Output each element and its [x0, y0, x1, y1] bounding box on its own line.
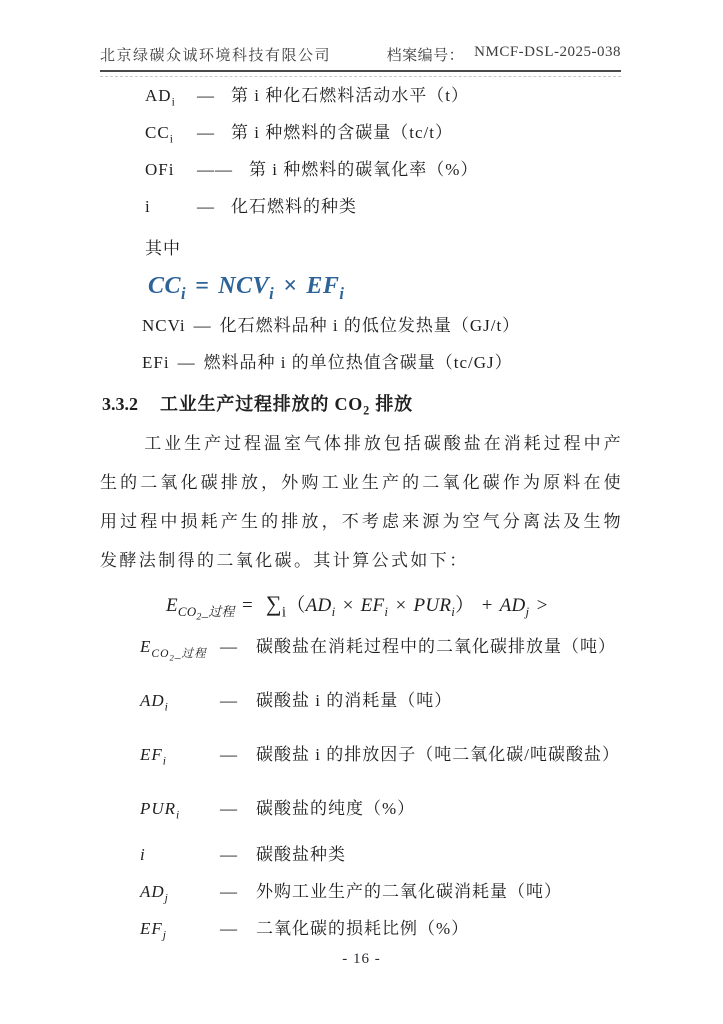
archive-label: 档案编号： — [386, 48, 465, 64]
sigma-symbol: $\sum_i$ — [265, 591, 287, 621]
definition-term: OFi — [145, 160, 175, 179]
definition-term: EFi — [142, 353, 170, 372]
section-heading — [102, 390, 623, 416]
multiply-sign: × — [283, 273, 298, 299]
definition-term: $AD_i$ — [140, 691, 169, 714]
definition-row-i-type — [140, 845, 623, 865]
page-number: - 16 - — [342, 951, 381, 967]
header-rule-faint — [100, 76, 621, 77]
definition-dash: —— — [197, 160, 233, 179]
definition-dash: — — [220, 845, 238, 865]
definition-term: i — [145, 197, 151, 216]
definition-row-adi — [145, 86, 623, 109]
formula-lhs-e: $E_{CO_2\_过程}$ — [166, 595, 235, 623]
definition-dash: — — [177, 353, 196, 372]
equals-sign: = — [240, 595, 254, 616]
multiply-sign: × — [394, 595, 408, 616]
definition-desc: 第 i 种燃料的碳氧化率（%） — [249, 160, 479, 179]
equals-sign: = — [195, 273, 210, 299]
open-paren: （ — [286, 595, 306, 616]
definition-desc: 二氧化碳的损耗比例（%） — [256, 919, 470, 939]
definition-dash: — — [220, 637, 238, 657]
archive-number-block — [387, 44, 621, 65]
definition-desc: 化石燃料品种 i 的低位发热量（GJ/t） — [219, 316, 521, 335]
definition-dash: — — [220, 745, 238, 765]
section-title: 工业生产过程排放的 $CO_2$ 排放 — [160, 394, 413, 418]
definition-desc: 燃料品种 i 的单位热值含碳量（tc/GJ） — [203, 353, 513, 372]
definition-desc: 第 i 种化石燃料活动水平（t） — [231, 86, 469, 105]
definition-row-ad-i — [140, 691, 623, 714]
definition-desc: 碳酸盐的纯度（%） — [256, 799, 416, 819]
definition-row-i — [145, 197, 623, 217]
definition-term: $CC_i$ — [145, 123, 174, 146]
definition-term: $EF_i$ — [140, 745, 167, 768]
definition-term: NCVi — [142, 316, 186, 335]
formula-term-ef: $EF_i$ — [306, 273, 345, 303]
definition-dash: — — [197, 123, 215, 142]
definition-desc: 外购工业生产的二氧化碳消耗量（吨） — [256, 882, 562, 902]
company-name: 北京绿碳众诚环境科技有限公司 — [100, 48, 332, 64]
definition-desc: 碳酸盐 i 的排放因子（吨二氧化碳/吨碳酸盐） — [256, 745, 620, 765]
definition-dash: — — [193, 316, 212, 335]
plus-sign: + — [480, 595, 494, 616]
definition-term: $AD_i$ — [145, 86, 176, 109]
close-paren: ） — [455, 595, 475, 616]
definition-row-ad-j — [140, 882, 623, 905]
definition-desc: 碳酸盐种类 — [256, 845, 346, 865]
definition-row-efi — [142, 353, 623, 373]
term-ad-i: $AD_i$ — [305, 595, 336, 619]
definition-row-cci — [145, 123, 623, 146]
definition-term: $PUR_i$ — [140, 799, 181, 822]
definition-term: $EF_j$ — [140, 919, 167, 942]
among-label: 其中 — [145, 239, 181, 258]
definition-row-ef-i — [140, 745, 623, 768]
definition-dash: — — [220, 691, 238, 711]
definition-desc: 碳酸盐在消耗过程中的二氧化碳排放量（吨） — [256, 637, 616, 657]
formula-cc-equals-ncv-times-ef — [148, 273, 623, 303]
formula-term-ncv: $NCV_i$ — [218, 273, 275, 303]
definition-dash: — — [220, 882, 238, 902]
formula-process-emission — [166, 590, 623, 623]
definition-desc: 碳酸盐 i 的消耗量（吨） — [256, 691, 453, 711]
definition-term: i — [140, 845, 146, 865]
term-ef-i: $EF_i$ — [360, 595, 389, 619]
definition-desc: 化石燃料的种类 — [231, 197, 357, 216]
term-pur-i: $PUR_i$ — [413, 595, 456, 619]
formula-lhs: $CC_i$ — [148, 273, 187, 303]
definition-term: $E_{CO_2\_过程}$ — [140, 637, 207, 663]
definition-row-ncvi — [142, 316, 623, 336]
header-rule — [100, 70, 621, 72]
definition-desc: 第 i 种燃料的含碳量（tc/t） — [231, 123, 453, 142]
body-paragraph: 工业生产过程温室气体排放包括碳酸盐在消耗过程中产生的二氧化碳排放，外购工业生产的二氧化碳作为原料在使用过程中损耗产生的排放，不考虑来源为空气分离法及生物发酵法制得的二氧化碳。其计算公式如下： — [100, 434, 623, 570]
section-number: 3.3.2 — [102, 394, 138, 414]
definition-row-ef-j — [140, 919, 623, 942]
definition-term: $AD_j$ — [140, 882, 169, 905]
clipped-multiply-sign: > — [535, 595, 549, 616]
archive-number: NMCF-DSL-2025-038 — [474, 44, 621, 60]
definition-dash: — — [220, 799, 238, 819]
page-header — [100, 44, 621, 77]
definition-row-e-process — [140, 637, 623, 663]
term-ad-j: $AD_j$ — [499, 595, 530, 619]
definition-row-ofi — [145, 160, 623, 180]
definition-row-pur-i — [140, 799, 623, 822]
definition-dash: — — [197, 86, 215, 105]
definition-dash: — — [197, 197, 215, 216]
multiply-sign: × — [341, 595, 355, 616]
definition-dash: — — [220, 919, 238, 939]
page-content — [100, 86, 623, 956]
